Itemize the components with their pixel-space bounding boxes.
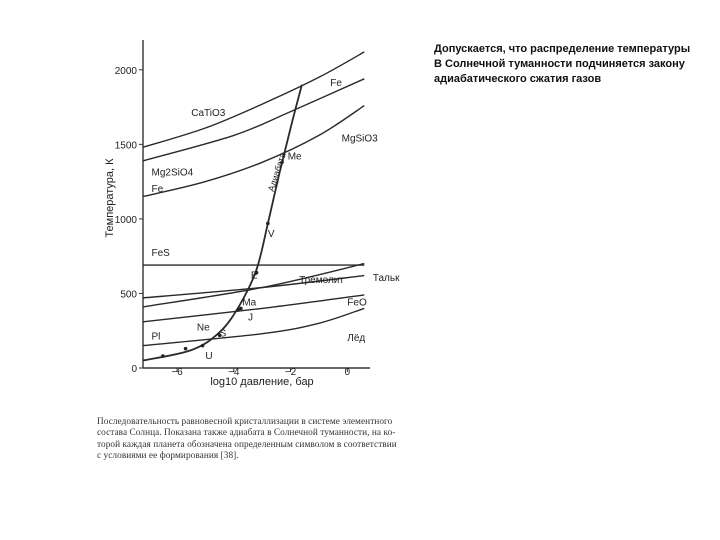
planet-point <box>184 347 188 351</box>
chart-annotation: Тальк <box>372 272 400 284</box>
chart-annotations <box>152 78 401 362</box>
x-tick-label: 0 <box>344 367 351 378</box>
chart-annotation: Me <box>287 151 302 163</box>
caption-line-1: Последовательность равновесной кристаллизации в системе элементного <box>97 417 393 427</box>
series-line <box>143 106 364 197</box>
chart-annotation: Ne <box>196 322 210 334</box>
side-note-line-2: В Солнечной туманности подчиняется закону <box>434 58 685 70</box>
x-tick-label: −4 <box>228 367 240 378</box>
caption-line-2: состава Солнца. Показана также адиабата в Солнечной туманности, на ко- <box>97 428 396 439</box>
planet-point <box>266 222 270 226</box>
chart-annotation: CaTiO3 <box>191 108 226 120</box>
chart-series <box>143 52 364 361</box>
chart-annotation: Тремолит <box>299 275 344 287</box>
figure-caption <box>97 417 457 463</box>
chart-annotation: U <box>205 351 213 363</box>
y-tick-label: 1000 <box>114 214 137 226</box>
x-tick-label: −6 <box>171 367 183 378</box>
series-line <box>143 308 364 345</box>
planet-point <box>161 354 165 358</box>
chart-annotation: J <box>247 312 253 324</box>
chart-annotation: Ma <box>242 297 257 309</box>
y-tick-label: 500 <box>120 289 137 301</box>
y-tick-label: 0 <box>131 364 137 375</box>
series-line <box>143 79 364 161</box>
chart-annotation: Fe <box>330 78 342 90</box>
chart-annotation: Адиабата <box>265 151 288 193</box>
chart-annotation: Mg2SiO4 <box>151 167 194 179</box>
caption-line-3: торой каждая планета обозначена определенным символом в соответствии <box>97 439 397 450</box>
y-tick-label: 2000 <box>114 65 137 77</box>
chart-annotation: Fe <box>151 184 164 196</box>
chart-annotation: S <box>219 328 227 340</box>
planet-point <box>236 308 240 312</box>
chart-annotation: FeO <box>347 297 367 309</box>
y-axis-label: Температура, К <box>104 158 116 238</box>
chart-annotation: MgSiO3 <box>341 133 378 145</box>
x-tick-label: −2 <box>284 367 297 378</box>
y-tick-label: 1500 <box>114 140 137 152</box>
side-note-line-3: адиабатического сжатия газов <box>434 73 602 85</box>
chart-axes <box>115 40 370 378</box>
chart-annotation: V <box>267 228 275 240</box>
chart-annotation: E <box>250 270 258 282</box>
side-note <box>434 42 716 87</box>
chart-annotation: FeS <box>151 248 170 260</box>
chart-annotation: Pl <box>151 331 161 343</box>
series-line <box>143 52 364 147</box>
chart-annotation: Лёд <box>347 333 366 345</box>
planet-point <box>201 344 205 348</box>
x-axis-label: log10 давление, бар <box>210 376 314 388</box>
caption-line-4: с условиями ее формирования [38]. <box>97 451 239 462</box>
side-note-line-1: Допускается, что распределение температуры <box>434 43 691 55</box>
